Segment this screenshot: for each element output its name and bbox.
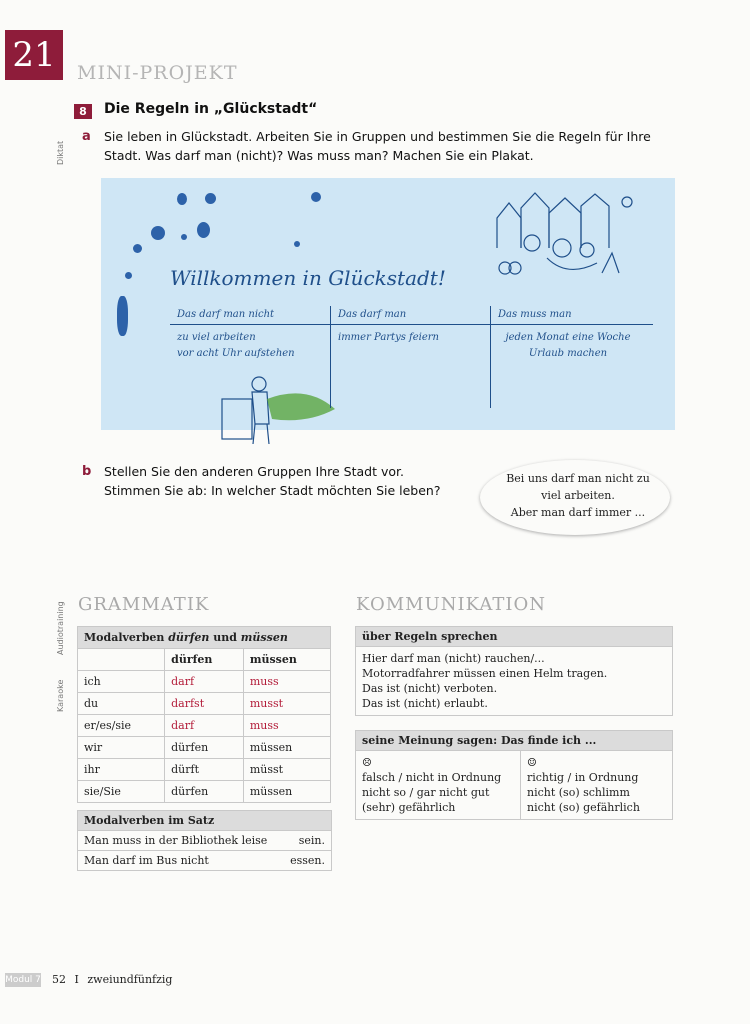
phrase: Hier darf man (nicht) rauchen/... — [362, 652, 545, 665]
table-cell: muss — [243, 671, 330, 693]
table-cell: darf — [165, 671, 244, 693]
box-title: Modalverben im Satz — [78, 811, 331, 830]
satz-row — [78, 850, 331, 870]
table-cell: müssen — [243, 737, 330, 759]
town-drawing — [487, 188, 637, 283]
meinung-box — [355, 730, 673, 820]
satz-row — [78, 830, 331, 850]
satz-text: Man muss in der Bibliothek leise — [84, 834, 268, 847]
table-cell: musst — [243, 693, 330, 715]
table-cell — [78, 649, 165, 671]
phrase: falsch / nicht in Ordnung — [362, 771, 502, 784]
phrase: Das ist (nicht) erlaubt. — [362, 697, 488, 710]
kommunikation-title: KOMMUNIKATION — [356, 594, 546, 615]
man-in-bed-drawing — [217, 374, 337, 449]
column-header: dürfen — [165, 649, 244, 671]
modalverben-table — [77, 626, 331, 803]
page-number: 52 — [52, 973, 66, 986]
table-cell: darf — [165, 715, 244, 737]
chapter-number: 21 — [5, 30, 63, 80]
table-cell: müssen — [243, 781, 330, 803]
table-row — [78, 759, 331, 781]
satz-text: Man darf im Bus nicht — [84, 854, 209, 867]
poster-col-cell — [338, 330, 439, 346]
side-label-diktat: Diktat — [56, 140, 65, 165]
poster-divider — [330, 306, 331, 408]
table-title: Modalverben dürfen und müssen — [78, 627, 331, 649]
side-label-karaoke: Karaoke — [56, 679, 65, 712]
bubble-line: Bei uns darf man nicht zu — [506, 472, 650, 485]
side-label-audiotraining: Audiotraining — [56, 601, 65, 655]
task-a-letter: a — [82, 129, 91, 144]
phrase: Das ist (nicht) verboten. — [362, 682, 498, 695]
paint-dot — [311, 192, 321, 202]
sad-face-icon: ☹ — [362, 756, 372, 769]
table-cell: muss — [243, 715, 330, 737]
poster-col-head: Das darf man nicht — [177, 309, 275, 320]
poster-col-cell — [177, 330, 295, 362]
poster-col-head: Das darf man — [338, 309, 407, 320]
table-row — [78, 627, 331, 649]
section-title: MINI-PROJEKT — [77, 62, 238, 84]
task-a-line: Sie leben in Glückstadt. Arbeiten Sie in Gruppen und bestimmen Sie die Regeln für Ihre — [104, 129, 651, 144]
paint-dot — [294, 241, 300, 247]
table-cell: dürft — [165, 759, 244, 781]
paint-dot — [151, 226, 165, 240]
paint-dot — [181, 234, 187, 240]
phrase: nicht (so) gefährlich — [527, 801, 640, 814]
poster-line: Urlaub machen — [528, 348, 608, 359]
table-cell: er/es/sie — [78, 715, 165, 737]
poster-title: Willkommen in Glückstadt! — [170, 266, 446, 290]
bubble-line: Aber man darf immer ... — [510, 506, 646, 519]
exercise-number: 8 — [74, 104, 92, 119]
table-cell: dürfen — [165, 737, 244, 759]
positive-column — [521, 751, 646, 819]
table-cell: darfst — [165, 693, 244, 715]
satz-verb: sein. — [298, 834, 325, 847]
poster-col-head: Das muss man — [498, 309, 572, 320]
happy-face-icon: ☺ — [527, 756, 537, 769]
table-row — [78, 693, 331, 715]
modalverben-satz-box — [77, 810, 332, 871]
table-cell: dürfen — [165, 781, 244, 803]
poster-line: zu viel arbeiten — [177, 332, 256, 343]
poster-line: vor acht Uhr aufstehen — [177, 348, 295, 359]
phrase: nicht (so) schlimm — [527, 786, 630, 799]
page-word: zweiundfünfzig — [87, 973, 173, 986]
table-cell: ihr — [78, 759, 165, 781]
box-title: seine Meinung sagen: Das finde ich ... — [356, 731, 672, 750]
task-b-text — [104, 462, 441, 500]
task-b-line: Stellen Sie den anderen Gruppen Ihre Stadt vor. — [104, 464, 404, 479]
module-tab: Modul 7 — [5, 975, 41, 985]
table-cell: sie/Sie — [78, 781, 165, 803]
table-cell: müsst — [243, 759, 330, 781]
bubble-line: viel arbeiten. — [541, 489, 615, 502]
table-row — [78, 781, 331, 803]
regeln-box — [355, 626, 673, 716]
table-cell: ich — [78, 671, 165, 693]
table-row — [78, 715, 331, 737]
paint-dot — [197, 222, 210, 238]
negative-column — [356, 751, 521, 819]
satz-verb: essen. — [290, 854, 325, 867]
poster-line: immer Partys feiern — [338, 332, 439, 343]
phrase: (sehr) gefährlich — [362, 801, 456, 814]
paint-drip — [117, 296, 128, 336]
phrase: nicht so / gar nicht gut — [362, 786, 490, 799]
poster-divider — [490, 306, 491, 408]
phrase: Motorradfahrer müssen einen Helm tragen. — [362, 667, 608, 680]
task-a-line: Stadt. Was darf man (nicht)? Was muss man? Machen Sie ein Plakat. — [104, 148, 534, 163]
paint-dot — [205, 193, 216, 204]
column-header: müssen — [243, 649, 330, 671]
table-row — [78, 671, 331, 693]
poster-illustration — [101, 178, 675, 430]
table-row — [78, 737, 331, 759]
exercise-title: Die Regeln in „Glückstadt“ — [104, 101, 318, 117]
footer-separator: I — [74, 973, 79, 986]
paint-dot — [125, 272, 132, 279]
page-footer — [52, 973, 172, 986]
task-b-line: Stimmen Sie ab: In welcher Stadt möchten Sie leben? — [104, 483, 441, 498]
task-b-letter: b — [82, 464, 92, 479]
table-cell: du — [78, 693, 165, 715]
poster-divider — [170, 324, 653, 325]
table-row — [78, 649, 331, 671]
task-a-text — [104, 127, 651, 165]
box-body — [356, 750, 672, 819]
paint-dot — [177, 193, 187, 205]
poster-line: jeden Monat eine Woche — [505, 332, 631, 343]
poster-col-cell — [498, 330, 638, 362]
table-cell: wir — [78, 737, 165, 759]
phrase: richtig / in Ordnung — [527, 771, 639, 784]
box-body — [356, 646, 672, 715]
speech-bubble-text — [498, 470, 658, 521]
paint-dot — [133, 244, 142, 253]
box-title: über Regeln sprechen — [356, 627, 672, 646]
grammatik-title: GRAMMATIK — [78, 594, 210, 615]
